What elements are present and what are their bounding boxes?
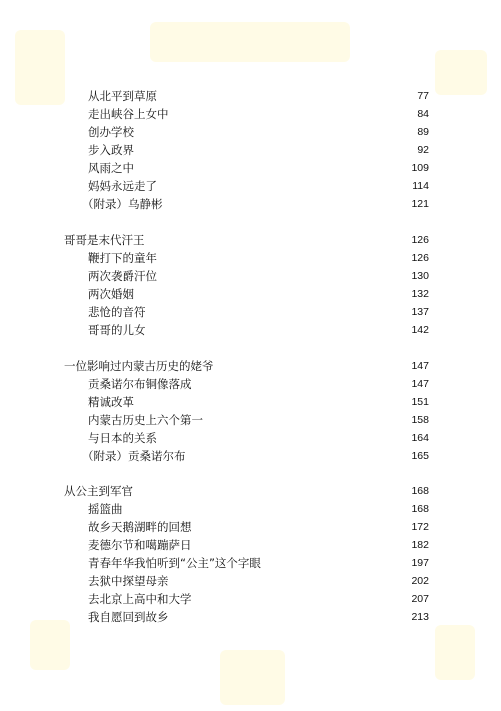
toc-entry[interactable] bbox=[0, 500, 501, 518]
toc-chapter-page: 126 bbox=[411, 234, 429, 246]
toc-entry[interactable] bbox=[0, 393, 501, 411]
toc-chapter-title: 一位影响过内蒙古历史的姥爷 bbox=[64, 359, 214, 373]
toc-entry-title: 走出峡谷上女中 bbox=[88, 107, 169, 121]
toc-entry[interactable] bbox=[0, 554, 501, 572]
toc-entry-title: 悲怆的音符 bbox=[88, 305, 146, 319]
toc-entry[interactable] bbox=[0, 411, 501, 429]
toc-entry-page: 164 bbox=[411, 432, 429, 444]
toc-entry-page: 89 bbox=[417, 126, 429, 138]
toc-entry-title: 贡桑诺尔布铜像落成 bbox=[88, 377, 192, 391]
toc-entry-page: 182 bbox=[411, 539, 429, 551]
toc-entry-page: 126 bbox=[411, 252, 429, 264]
toc-entry-title: 摇篮曲 bbox=[88, 502, 123, 516]
toc-chapter-title: 哥哥是末代汗王 bbox=[64, 233, 145, 247]
toc-entry-title: 去北京上高中和大学 bbox=[88, 592, 192, 606]
toc-entry-page: 151 bbox=[411, 396, 429, 408]
toc-chapter-title: 从公主到军官 bbox=[64, 484, 133, 498]
toc-entry-title: 内蒙古历史上六个第一 bbox=[88, 413, 203, 427]
toc-entry-page: 172 bbox=[411, 521, 429, 533]
toc-entry[interactable] bbox=[0, 303, 501, 321]
toc-entry-page: 84 bbox=[417, 108, 429, 120]
toc-entry-page: 213 bbox=[411, 611, 429, 623]
toc-entry[interactable] bbox=[0, 87, 501, 105]
toc-chapter[interactable] bbox=[0, 231, 501, 249]
toc-entry[interactable] bbox=[0, 267, 501, 285]
toc-entry-page: 202 bbox=[411, 575, 429, 587]
toc-entry[interactable] bbox=[0, 249, 501, 267]
toc-entry-title: （附录）乌静彬 bbox=[82, 197, 163, 211]
toc-entry-title: 青春年华我怕听到“公主”这个字眼 bbox=[88, 556, 261, 570]
toc-entry-page: 168 bbox=[411, 503, 429, 515]
toc-chapter[interactable] bbox=[0, 357, 501, 375]
toc-entry-title: 故乡天鹅湖畔的回想 bbox=[88, 520, 192, 534]
toc-entry-title: 妈妈永远走了 bbox=[88, 179, 157, 193]
toc-entry-title: 我自愿回到故乡 bbox=[88, 610, 169, 624]
toc-entry-page: 165 bbox=[411, 450, 429, 462]
toc-entry[interactable] bbox=[0, 105, 501, 123]
toc-entry[interactable] bbox=[0, 195, 501, 213]
toc-entry[interactable] bbox=[0, 447, 501, 465]
toc-entry-page: 147 bbox=[411, 378, 429, 390]
toc-entry-title: 步入政界 bbox=[88, 143, 134, 157]
toc-entry-title: 创办学校 bbox=[88, 125, 134, 139]
toc-entry[interactable] bbox=[0, 321, 501, 339]
toc-entry[interactable] bbox=[0, 572, 501, 590]
scan-blotch bbox=[220, 650, 285, 705]
toc-entry[interactable] bbox=[0, 285, 501, 303]
toc-chapter-page: 168 bbox=[411, 485, 429, 497]
toc-entry-page: 137 bbox=[411, 306, 429, 318]
toc-entry-title: 从北平到草原 bbox=[88, 89, 157, 103]
toc-entry[interactable] bbox=[0, 123, 501, 141]
toc-entry-page: 197 bbox=[411, 557, 429, 569]
toc-entry-page: 77 bbox=[417, 90, 429, 102]
toc-entry-title: （附录）贡桑诺尔布 bbox=[82, 449, 186, 463]
toc-entry-title: 与日本的关系 bbox=[88, 431, 157, 445]
toc-entry[interactable] bbox=[0, 375, 501, 393]
toc-entry-page: 92 bbox=[417, 144, 429, 156]
toc-entry-page: 109 bbox=[411, 162, 429, 174]
scan-blotch bbox=[30, 620, 70, 670]
toc-entry-page: 130 bbox=[411, 270, 429, 282]
scan-blotch bbox=[150, 22, 350, 62]
toc-entry-title: 麦德尔节和噶蹦萨日 bbox=[88, 538, 192, 552]
toc-entry-page: 158 bbox=[411, 414, 429, 426]
toc-entry[interactable] bbox=[0, 608, 501, 626]
toc-chapter-page: 147 bbox=[411, 360, 429, 372]
toc-entry-page: 207 bbox=[411, 593, 429, 605]
toc-entry[interactable] bbox=[0, 536, 501, 554]
toc-entry-title: 两次袭爵汗位 bbox=[88, 269, 157, 283]
toc-chapter[interactable] bbox=[0, 482, 501, 500]
toc-entry[interactable] bbox=[0, 141, 501, 159]
toc-entry-title: 鞭打下的童年 bbox=[88, 251, 157, 265]
toc-entry[interactable] bbox=[0, 429, 501, 447]
toc-entry[interactable] bbox=[0, 177, 501, 195]
toc-entry-page: 142 bbox=[411, 324, 429, 336]
toc-entry[interactable] bbox=[0, 590, 501, 608]
toc-entry-title: 哥哥的儿女 bbox=[88, 323, 146, 337]
toc-entry-title: 两次婚姻 bbox=[88, 287, 134, 301]
toc-entry[interactable] bbox=[0, 159, 501, 177]
toc-entry-page: 132 bbox=[411, 288, 429, 300]
toc-entry-title: 风雨之中 bbox=[88, 161, 134, 175]
toc-entry-title: 精诚改革 bbox=[88, 395, 134, 409]
scan-blotch bbox=[435, 625, 475, 680]
toc-entry-page: 114 bbox=[412, 180, 429, 192]
toc-entry-page: 121 bbox=[411, 198, 429, 210]
toc-entry[interactable] bbox=[0, 518, 501, 536]
toc-entry-title: 去狱中探望母亲 bbox=[88, 574, 169, 588]
